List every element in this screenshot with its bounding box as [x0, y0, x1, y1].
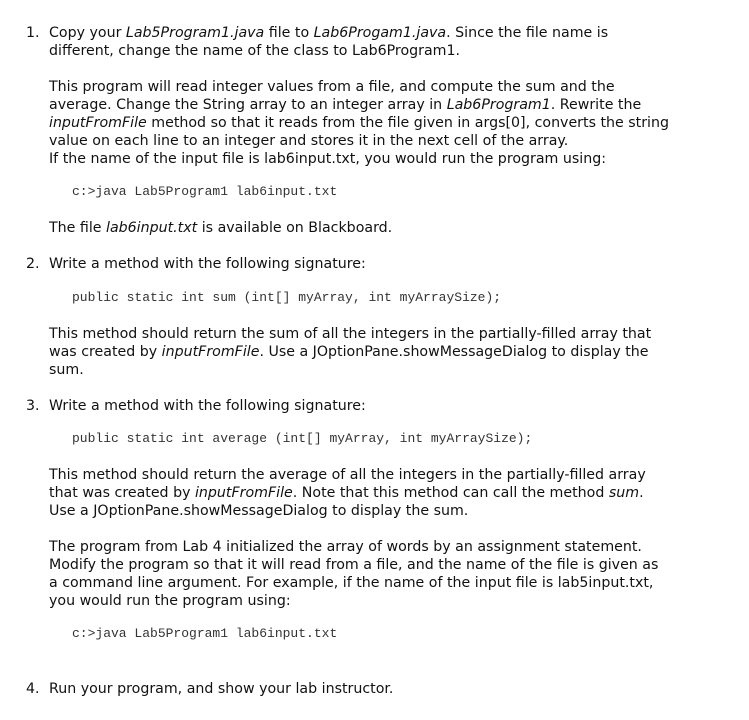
item-1-number: 1.: [26, 25, 40, 41]
item-3-intro: Write a method with the following signature:: [49, 398, 366, 414]
item-1-intro: Copy your Lab5Program1.java file to Lab6Progam1.java. Since the file name is different, change the name of the class to Lab6Program1.: [49, 25, 609, 59]
filename-lab5program1: Lab5Program1.java: [125, 25, 265, 41]
item-2-intro: Write a method with the following signature:: [49, 256, 366, 272]
item-3-file-input-description: The program from Lab 4 initialized the array of words by an assignment statement. Modify the program so that it will read from a file, and the name of the file is given as a command line argument. For example, if the name of the input file is lab5input.txt, you would run the program using:: [49, 539, 659, 609]
filename-lab6progam1: Lab6Progam1.java: [313, 25, 447, 41]
average-method-signature: public static int average (int[] myArray, int myArraySize);: [72, 431, 533, 446]
item-1-command-example: c:>java Lab5Program1 lab6input.txt: [72, 184, 338, 199]
item-2-number: 2.: [26, 256, 40, 272]
item-1-description: This program will read integer values from a file, and compute the sum and the average. Change the String array to an integer array in Lab6Program1. Rewrite the inputFromFile method so that it reads from the file given in args[0], converts the string value on each line to an integer and stores it in the next cell of the array. If the name of the input file is lab6input.txt, you would run the program using:: [49, 79, 670, 167]
item-3-number: 3.: [26, 398, 40, 414]
item-4-text: Run your program, and show your lab instructor.: [49, 681, 394, 697]
item-4-number: 4.: [26, 681, 40, 697]
item-3-description: This method should return the average of all the integers in the partially-filled array that was created by inputFromFile. Note that this method can call the method sum. Use a JOptionPane.showMessageDialog to display the sum.: [49, 467, 646, 519]
item-1-file-note: The file lab6input.txt is available on Blackboard.: [49, 220, 393, 236]
sum-method-signature: public static int sum (int[] myArray, int myArraySize);: [72, 290, 502, 305]
item-2-description: This method should return the sum of all the integers in the partially-filled array that was created by inputFromFile. Use a JOptionPane.showMessageDialog to display the sum.: [49, 326, 652, 378]
item-3-command-example: c:>java Lab5Program1 lab6input.txt: [72, 626, 338, 641]
